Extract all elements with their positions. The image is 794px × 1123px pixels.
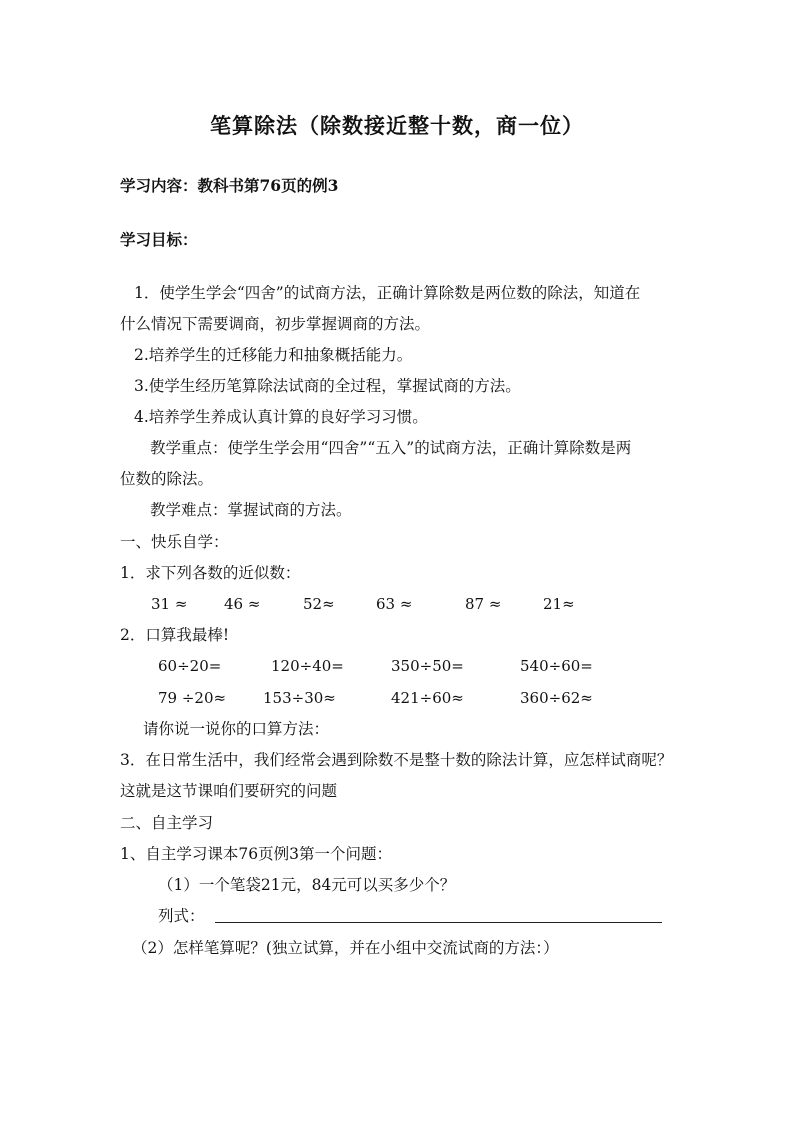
goal-1-line-1: 1．使学生学会“四舍”的试商方法，正确计算除数是两位数的除法，知道在: [134, 284, 641, 302]
approx-item: 87 ≈: [465, 595, 502, 613]
mental-row-2: [0, 688, 794, 708]
mental-item: 360÷62≈: [520, 689, 593, 707]
sub-question-1: （1）一个笔袋21元，84元可以买多少个？: [158, 876, 456, 894]
approx-item: 52≈: [303, 595, 335, 613]
teaching-key-line-1: 教学重点：使学生学会用“四舍”“五入”的试商方法，正确计算除数是两: [150, 439, 632, 457]
question-2: 2．口算我最棒!: [120, 626, 230, 644]
goal-2: 2.培养学生的迁移能力和抽象概括能力。: [134, 346, 413, 364]
goal-4: 4.培养学生养成认真计算的良好学习习惯。: [134, 408, 428, 426]
mental-item: 540÷60=: [520, 657, 593, 675]
section-2-heading: 二、自主学习: [120, 814, 214, 832]
question-3-line-2: 这就是这节课咱们要研究的问题: [120, 782, 338, 800]
formula-answer-line: [215, 922, 662, 923]
mental-item: 120÷40=: [271, 657, 344, 675]
mental-item: 350÷50=: [391, 657, 464, 675]
question-3-line-1: 3．在日常生活中，我们经常会遇到除数不是整十数的除法计算，应怎样试商呢？: [120, 751, 673, 769]
teaching-key-line-2: 位数的除法。: [120, 470, 214, 488]
formula-label: 列式：: [158, 907, 205, 925]
section-1-heading: 一、快乐自学：: [120, 533, 229, 551]
mental-item: 79 ÷20≈: [158, 689, 227, 707]
teaching-difficulty: 教学难点：掌握试商的方法。: [150, 501, 352, 519]
approx-item: 46 ≈: [224, 595, 261, 613]
approx-item: 31 ≈: [151, 595, 188, 613]
approx-row: [0, 594, 794, 614]
approx-item: 21≈: [543, 595, 575, 613]
goal-3: 3.使学生经历笔算除法试商的全过程，掌握试商的方法。: [134, 377, 521, 395]
mental-item: 60÷20=: [158, 657, 222, 675]
sub-question-2: （2）怎样笔算呢？(独立试算，并在小组中交流试商的方法：）: [132, 939, 559, 957]
learning-goals-heading: 学习目标：: [120, 230, 198, 249]
mental-item: 421÷60≈: [391, 689, 464, 707]
page-title: 笔算除法（除数接近整十数，商一位）: [210, 113, 584, 138]
question-1: 1．求下列各数的近似数：: [120, 564, 301, 582]
approx-item: 63 ≈: [376, 595, 413, 613]
mental-item: 153÷30≈: [263, 689, 336, 707]
learning-content: 学习内容：教科书第76页的例3: [120, 176, 339, 195]
mental-row-1: [0, 656, 794, 676]
goal-1-line-2: 什么情况下需要调商，初步掌握调商的方法。: [120, 315, 431, 333]
say-method-prompt: 请你说一说你的口算方法：: [143, 720, 330, 738]
self-study-1: 1、自主学习课本76页例3第一个问题：: [120, 845, 392, 863]
